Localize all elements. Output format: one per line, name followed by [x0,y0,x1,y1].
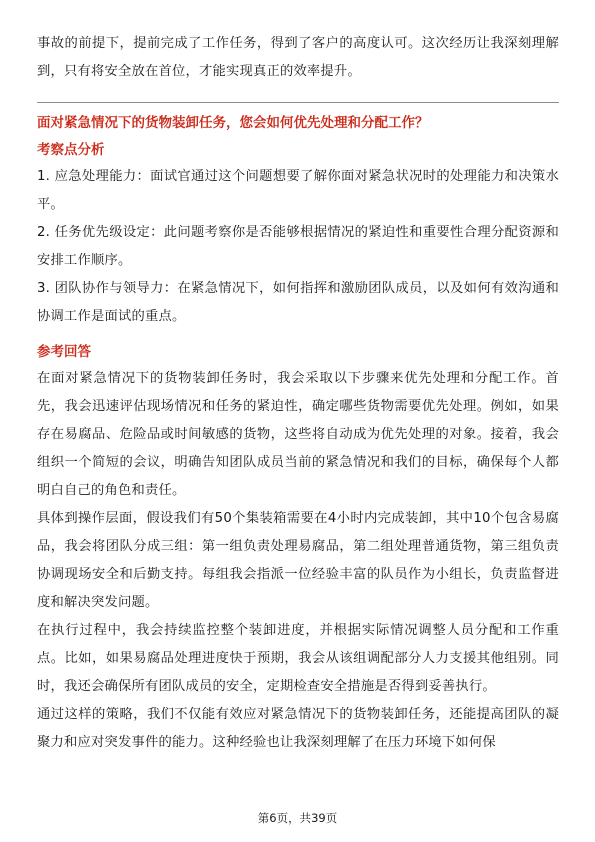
question-heading: 面对紧急情况下的货物装卸任务，您会如何优先处理和分配工作？ [37,115,429,131]
answer-paragraph: 通过这样的策略，我们不仅能有效应对紧急情况下的货物装卸任务，还能提高团队的凝聚力和应对突发事件的能力。这种经验也让我深刻理解了在压力环境下如何保 [37,707,559,750]
analysis-heading: 考察点分析 [37,142,105,158]
section-divider [37,102,559,103]
answer-paragraph: 具体到操作层面，假设我们有50个集装箱需要在4小时内完成装卸，其中10个包含易腐品，我会将团队分成三组：第一组负责处理易腐品，第二组处理普通货物，第三组负责协调现场安全和后勤支持。每组我会指派一位经验丰富的队员作为小组长，负责监督进度和解决突发问题。 [37,511,559,610]
analysis-item: 1. 应急处理能力：面试官通过这个问题想要了解你面对紧急状况时的处理能力和决策水平。 [37,169,559,212]
page-footer: 第6页，共39页 [257,811,338,825]
answer-paragraph: 在面对紧急情况下的货物装卸任务时，我会采取以下步骤来优先处理和分配工作。首先，我会迅速评估现场情况和任务的紧迫性，确定哪些货物需要优先处理。例如，如果存在易腐品、危险品或时间敏感的货物，这些将自动成为优先处理的对象。接着，我会组织一个简短的会议，明确告知团队成员当前的紧急情况和我们的目标，确保每个人都明白自己的角色和责任。 [37,371,559,498]
answer-heading: 参考回答 [37,344,91,360]
analysis-list [37,163,559,331]
answer-body [37,365,559,757]
page-content [37,30,559,757]
analysis-item: 2. 任务优先级设定：此问题考察你是否能够根据情况的紧迫性和重要性合理分配资源和安排工作顺序。 [37,225,559,268]
answer-paragraph: 在执行过程中，我会持续监控整个装卸进度，并根据实际情况调整人员分配和工作重点。比如，如果易腐品处理进度快于预期，我会从该组调配部分人力支援其他组别。同时，我还会确保所有团队成员的安全，定期检查安全措施是否得到妥善执行。 [37,623,559,694]
intro-paragraph: 事故的前提下，提前完成了工作任务，得到了客户的高度认可。这次经历让我深刻理解到，只有将安全放在首位，才能实现真正的效率提升。 [37,36,559,79]
analysis-item: 3. 团队协作与领导力：在紧急情况下，如何指挥和激励团队成员，以及如何有效沟通和协调工作是面试的重点。 [37,281,559,324]
